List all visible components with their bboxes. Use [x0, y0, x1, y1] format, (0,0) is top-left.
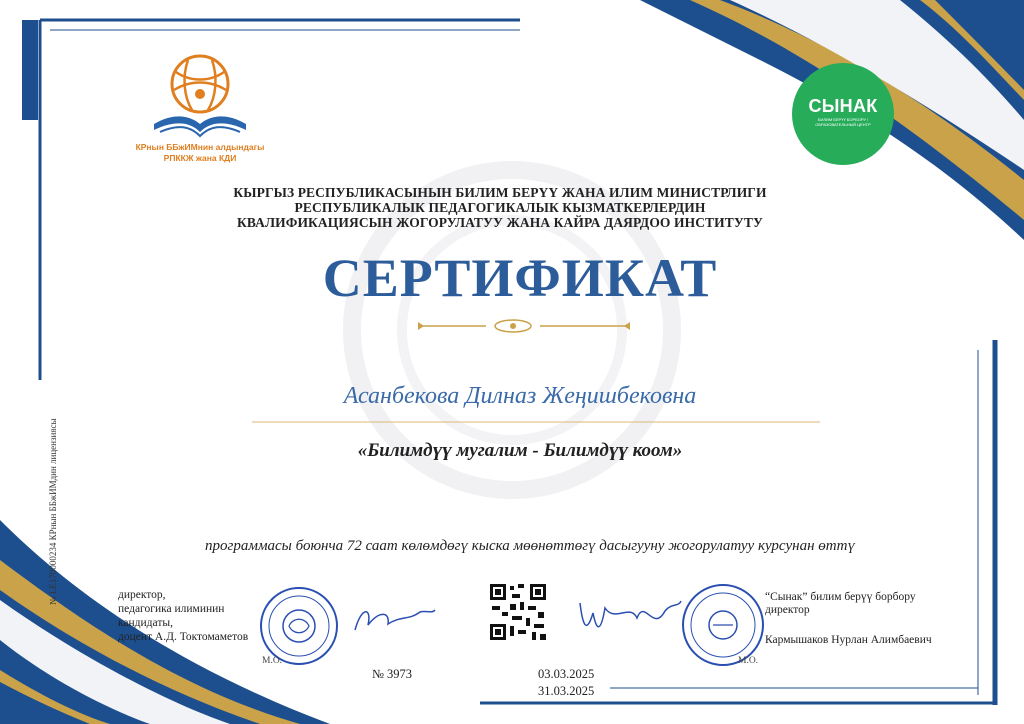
right-signature — [575, 593, 685, 643]
left-signatory-line2: педагогика илиминин — [118, 603, 225, 615]
course-description: программасы боюнча 72 саат көлөмдөгү кыска мөөнөттөгү дасыгууну жогорулатуу курсунан өттү — [205, 538, 855, 554]
left-signatory-line4: доцент А.Д. Токтомаметов — [118, 631, 249, 643]
license-text: № LE170000234 КРнын ББжИМдин лицензиясы — [48, 418, 58, 605]
left-signatory-line1: директор, — [118, 589, 166, 601]
institute-logo-caption — [130, 142, 270, 164]
qr-code-icon — [488, 582, 548, 642]
certificate-number: № 3973 — [372, 667, 413, 681]
right-signatory-line1: “Сынак” билим берүү борбору — [765, 591, 916, 603]
right-mp-label: М.О. — [738, 656, 759, 666]
institute-line-3: КВАЛИФИКАЦИЯСЫН ЖОГОРУЛАТУУ ЖАНА КАЙРА ДАЯРДОО ИНСТИТУТУ — [237, 215, 763, 230]
institute-header — [150, 185, 850, 230]
left-signatory-line3: кандидаты, — [118, 617, 173, 629]
institute-logo-caption-line2: РПККЖ жана КДИ — [163, 153, 237, 163]
synak-logo-tagline: БИЛИМ БЕРҮҮ БОРБОРУ / ОБРАЗОВАТЕЛЬНЫЙ ЦЕНТР — [815, 117, 871, 127]
program-title: «Билимдүү мугалим - Билимдүү коом» — [357, 440, 683, 461]
right-signatory-line2: директор — [765, 604, 810, 616]
right-signatory — [765, 591, 995, 617]
institute-line-1: КЫРГЫЗ РЕСПУБЛИКАСЫНЫН БИЛИМ БЕРҮҮ ЖАНА ИЛИМ МИНИСТРЛИГИ — [233, 185, 767, 200]
left-stamp-icon — [258, 585, 340, 667]
institute-logo-caption-line1: КРнын ББжИМнин алдындагы — [135, 142, 265, 152]
left-signature — [350, 600, 440, 640]
right-signatory-name: Кармышаков Нурлан Алимбаевич — [765, 634, 932, 646]
institute-logo — [140, 52, 260, 142]
left-signatory — [118, 588, 268, 644]
date-start: 03.03.2025 — [538, 667, 595, 681]
left-mp-label: М.О. — [262, 656, 283, 666]
recipient-name: Асанбекова Дилназ Жеңишбековна — [343, 383, 697, 409]
certificate-title: СЕРТИФИКАТ — [322, 248, 718, 308]
synak-logo-name: СЫНАК — [808, 96, 878, 116]
institute-line-2: РЕСПУБЛИКАЛЫК ПЕДАГОГИКАЛЫК КЫЗМАТКЕРЛЕРДИН — [294, 200, 706, 215]
date-end: 31.03.2025 — [538, 684, 595, 698]
license-note — [48, 380, 62, 610]
